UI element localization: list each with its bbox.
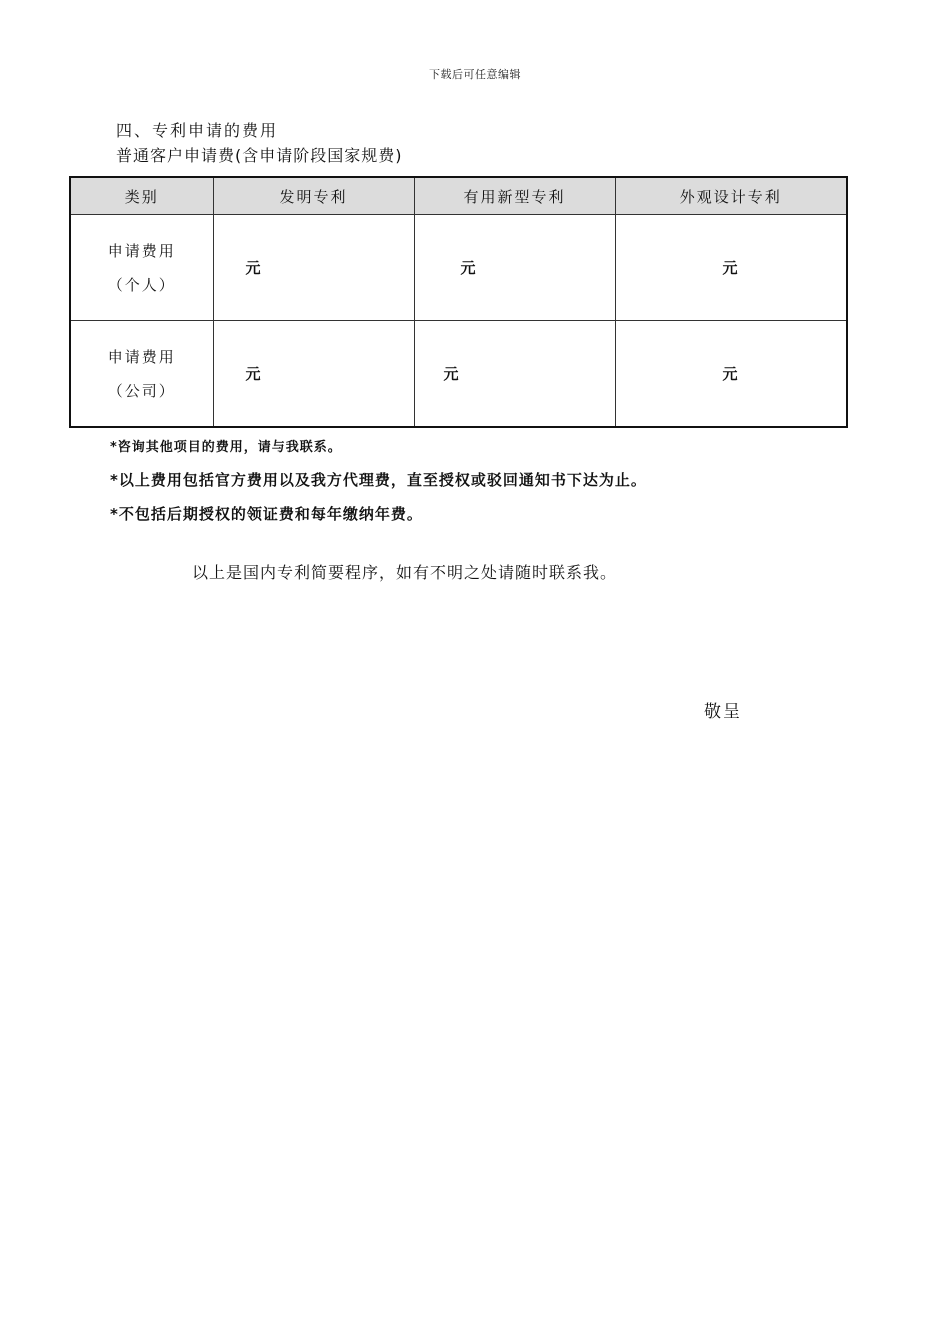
row-label-line1: 申请费用 [107,347,176,366]
note-fees-included: *以上费用包括官方费用以及我方代理费，直至授权或驳回通知书下达为止。 [110,471,647,489]
row-label-line1: 申请费用 [107,241,176,260]
closing-paragraph: 以上是国内专利简要程序，如有不明之处请随时联系我。 [192,563,618,582]
fee-cell: 元 [615,215,847,321]
row-label-individual [70,215,213,321]
fee-cell: 元 [615,321,847,428]
fee-cell: 元 [414,215,615,321]
fee-cell: 元 [414,321,615,428]
table-row [70,321,847,428]
table-row [70,215,847,321]
fee-table [69,176,848,428]
row-label-line2: （个人） [107,275,176,294]
header-invention-patent: 发明专利 [213,177,414,215]
header-category: 类别 [70,177,213,215]
header-utility-model-patent: 有用新型专利 [414,177,615,215]
header-design-patent: 外观设计专利 [615,177,847,215]
row-label-company [70,321,213,428]
row-label-line2: （公司） [107,381,176,400]
section-title: 四、专利申请的费用 [116,121,279,140]
table-header-row [70,177,847,215]
section-subtitle: 普通客户申请费(含申请阶段国家规费) [116,146,403,165]
fee-cell: 元 [213,321,414,428]
fee-cell: 元 [213,215,414,321]
note-fees-excluded: *不包括后期授权的领证费和每年缴纳年费。 [110,505,423,523]
note-other-fees: *咨询其他项目的费用，请与我联系。 [110,440,342,455]
signature: 敬呈 [704,702,742,722]
page-header: 下载后可任意编辑 [429,68,521,81]
